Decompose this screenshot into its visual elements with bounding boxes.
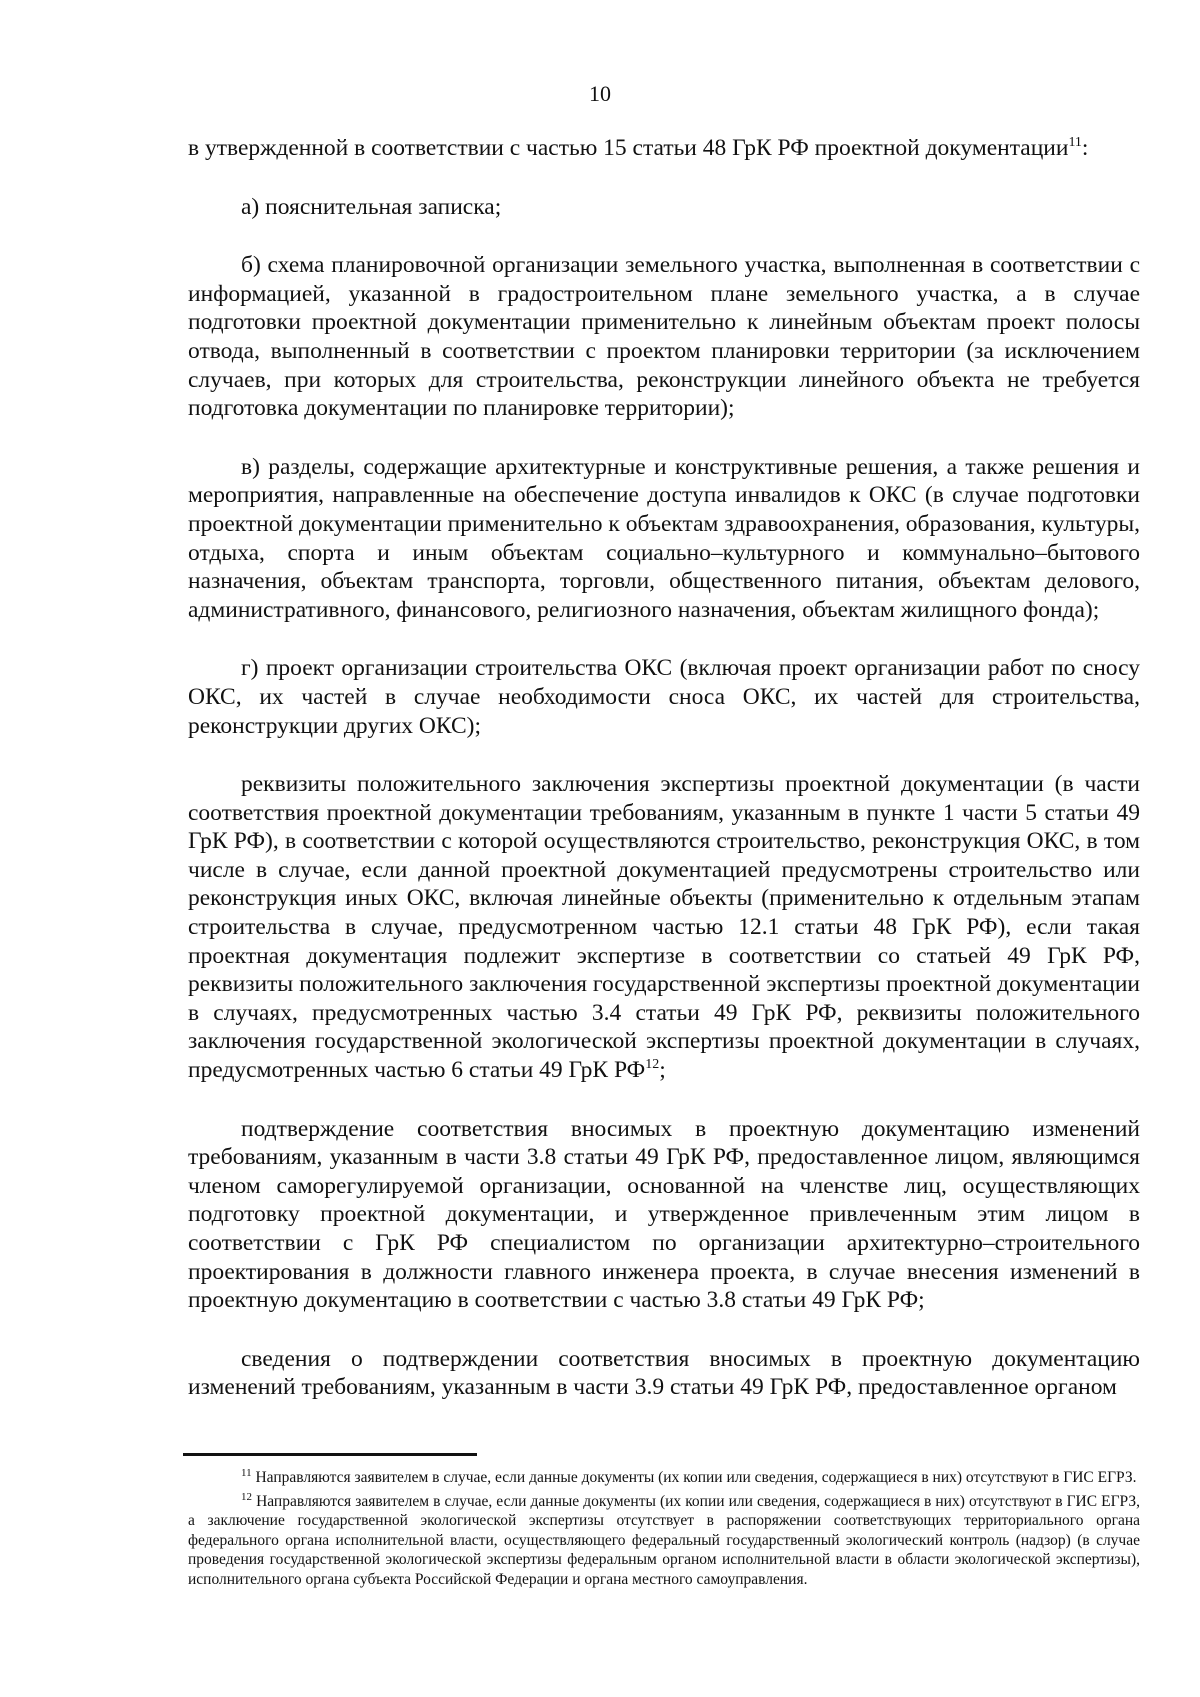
paragraph-info: сведения о подтверждении соответствия вносимых в проектную документацию изменений требованиям, указанным в части 3.9 статьи 49 ГрК РФ, предоставленное органом: [188, 1345, 1140, 1401]
page-number: 10: [589, 81, 611, 106]
paragraph-confirmation: подтверждение соответствия вносимых в проектную документацию изменений требованиям, указанным в части 3.8 статьи 49 ГрК РФ, предоставленное лицом, являющимся членом саморегулируемой организации, основанной на членстве лиц, осуществляющих подготовку проектной документации, и утвержденное привлеченным этим лицом в соответствии с ГрК РФ специалистом по организации архитектурно–строительного проектирования в должности главного инженера проекта, в случае внесения изменений в проектную документацию в соответствии с частью 3.8 статьи 49 ГрК РФ;: [188, 1115, 1140, 1314]
paragraph-item-v: в) разделы, содержащие архитектурные и конструктивные решения, а также решения и мероприятия, направленные на обеспечение доступа инвалидов к ОКС (в случае подготовки проектной документации применительно к объектам здравоохранения, образования, культуры, отдыха, спорта и иным объектам социально–культурного и коммунально–бытового назначения, объектам транспорта, торговли, общественного питания, объектам делового, административного, финансового, религиозного назначения, объектам жилищного фонда);: [188, 453, 1140, 623]
footnote-text: Направляются заявителем в случае, если данные документы (их копии или сведения, содержащиеся в них) отсутствуют в ГИС ЕГРЗ, а заключение государственной экологической экспертизы отсутствует в распоряжении соответствующих территориального органа федерального органа исполнительной власти, осуществляющего федеральный государственный экологический контроль (надзор) (в случае проведения государственной экологической экспертизы федеральным органом исполнительной власти в области экологической экспертизы), исполнительного органа субъекта Российской Федерации и органа местного самоуправления.: [188, 1492, 1141, 1588]
footnote-12: [188, 1492, 1140, 1590]
document-body: [188, 134, 1140, 1432]
footnote-ref-11: 11: [1068, 135, 1082, 151]
paragraph-requisites-text: реквизиты положительного заключения экспертизы проектной документации (в части соответствия проектной документации требованиям, указанным в пункте 1 части 5 статьи 49 ГрК РФ), в соответствии с которой осуществляются строительство, реконструкция ОКС, в том числе в случае, если данной проектной документацией предусмотрены строительство или реконструкция иных ОКС, включая линейные объекты (применительно к отдельным этапам строительства в случае, предусмотренном частью 12.1 статьи 48 ГрК РФ), если такая проектная документация подлежит экспертизе в соответствии со статьей 49 ГрК РФ, реквизиты положительного заключения государственной экспертизы проектной документации в случаях, предусмотренных частью 3.4 статьи 49 ГрК РФ, реквизиты положительного заключения государственной экологической экспертизы проектной документации в случаях, предусмотренных частью 6 статьи 49 ГрК РФ: [188, 771, 1140, 1084]
paragraph-intro-text: в утвержденной в соответствии с частью 15 статьи 48 ГрК РФ проектной документации: [188, 135, 1069, 161]
paragraph-item-a: а) пояснительная записка;: [241, 193, 502, 220]
paragraph-item-g: г) проект организации строительства ОКС (включая проект организации работ по сносу ОКС, их частей в случае необходимости сноса ОКС, их частей для строительства, реконструкции других ОКС);: [188, 655, 1140, 739]
footnote-11: [188, 1468, 1140, 1488]
footnote-separator: [183, 1453, 477, 1456]
paragraph-item-b: б) схема планировочной организации земельного участка, выполненная в соответствии с информацией, указанной в градостроительном плане земельного участка, а в случае подготовки проектной документации применительно к линейным объектам проект полосы отвода, выполненный в соответствии с проектом планировки территории (за исключением случаев, при которых для строительства, реконструкции линейного объекта не требуется подготовка документации по планировке территории);: [188, 252, 1140, 422]
footnote-marker: 12: [241, 1490, 252, 1503]
footnote-marker: 11: [241, 1466, 252, 1479]
paragraph-intro-tail: :: [1081, 135, 1089, 161]
paragraph-requisites: [188, 770, 1140, 1085]
paragraph-intro: [188, 134, 1140, 163]
paragraph-requisites-tail: ;: [659, 1057, 666, 1084]
footnote-text: Направляются заявителем в случае, если данные документы (их копии или сведения, содержащиеся в них) отсутствуют в ГИС ЕГРЗ.: [255, 1469, 1137, 1486]
footnotes: [188, 1468, 1140, 1594]
footnote-ref-12: 12: [645, 1057, 660, 1073]
